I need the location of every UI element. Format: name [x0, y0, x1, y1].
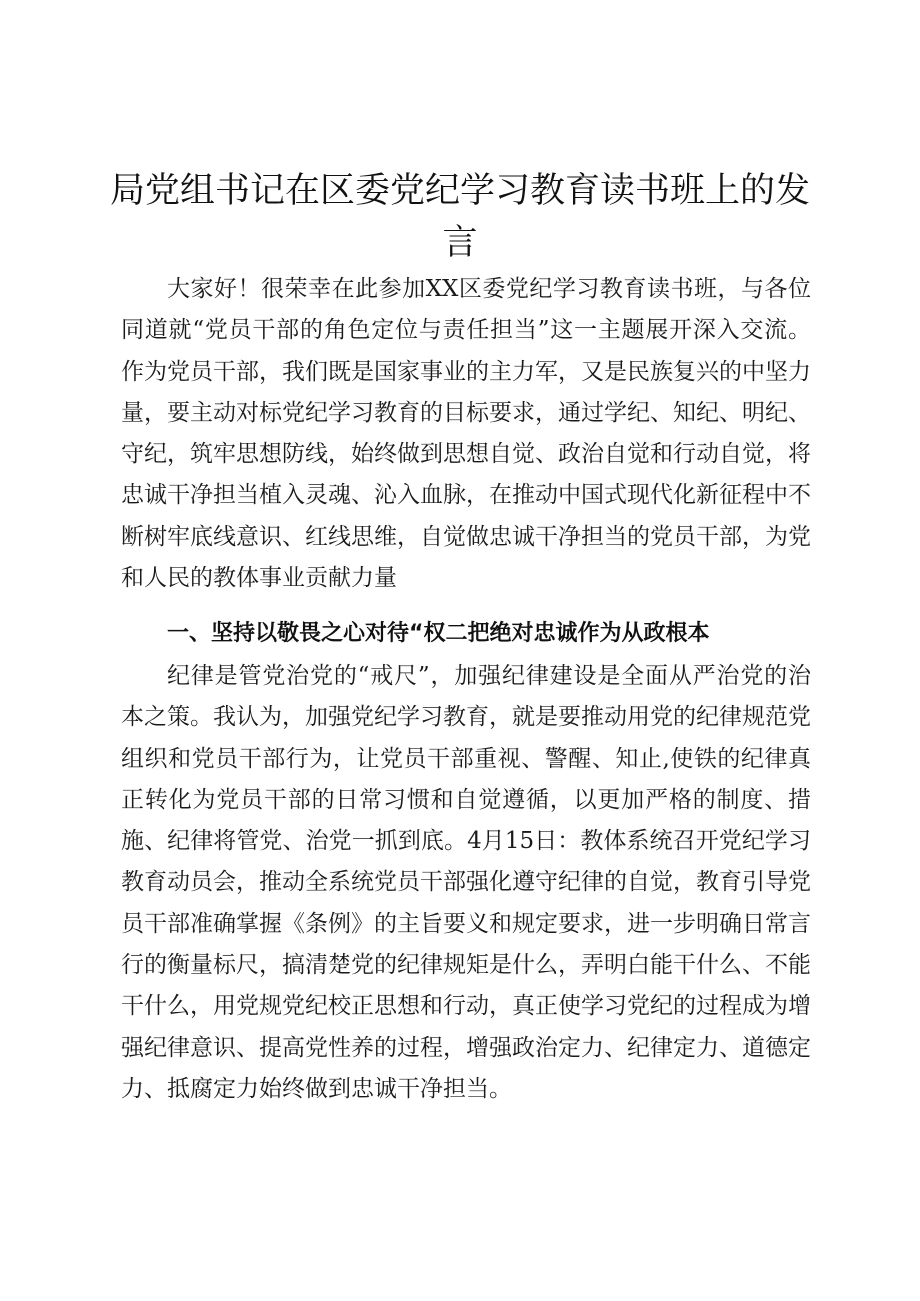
document-title: 局党组书记在区委党纪学习教育读书班上的发言 — [110, 171, 811, 263]
section-heading: 一、坚持以敬畏之心对待“权二把绝对忠诚作为从政根本 — [167, 621, 710, 646]
intro-paragraph: 大家好！很荣幸在此参加XX区委党纪学习教育读书班，与各位同道就“党员干部的角色定位与责任担当”这一主题展开深入交流。作为党员干部，我们既是国家事业的主力军，又是民族复兴的中坚力量，要主动对标党纪学习教育的目标要求，通过学纪、知纪、明纪、守纪，筑牢思想防线，始终做到思想自觉、政治自觉和行动自觉，将忠诚干净担当植入灵魂、沁入血脉，在推动中国式现代化新征程中不断树牢底线意识、红线思维，自觉做忠诚干净担当的党员干部，为党和人民的教体事业贡献力量 — [121, 276, 811, 592]
section-paragraph: 纪律是管党治党的“戒尺”，加强纪律建设是全面从严治党的治本之策。我认为，加强党纪学习教育，就是要推动用党的纪律规范党组织和党员干部行为，让党员干部重视、警醒、知止,使铁的纪律真正转化为党员干部的日常习惯和自觉遵循，以更加严格的制度、措施、纪律将管党、治党一抓到底。4月15日：教体系统召开党纪学习教育动员会，推动全系统党员干部强化遵守纪律的自觉，教育引导党员干部准确掌握《条例》的主旨要义和规定要求，进一步明确日常言行的衡量标尺，搞清楚党的纪律规矩是什么，弄明白能干什么、不能干什么，用党规党纪校正思想和行动，真正使学习党纪的过程成为增强纪律意识、提高党性养的过程，增强政治定力、纪律定力、道德定力、抵腐定力始终做到忠诚干净担当。 — [121, 663, 811, 1102]
